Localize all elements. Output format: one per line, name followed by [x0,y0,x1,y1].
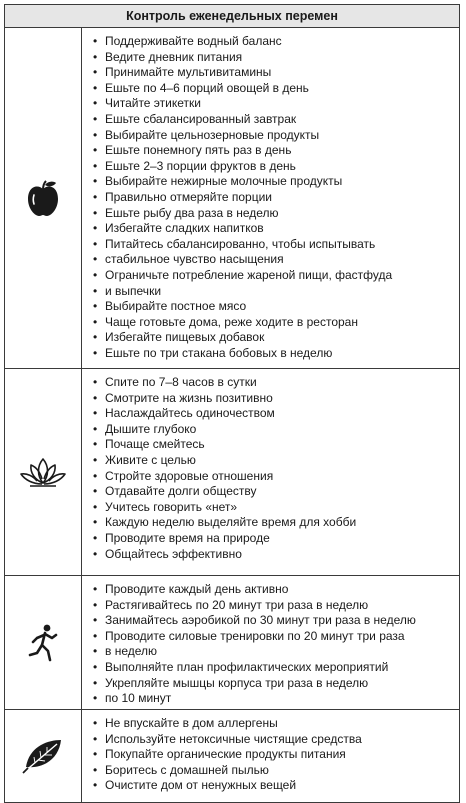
section-nutrition [5,28,459,369]
list-cell [82,710,459,802]
list-item: • Учитесь говорить «нет» [92,500,455,516]
list-item: • Проводите время на природе [92,531,455,547]
list-item: • Ешьте рыбу два раза в неделю [92,206,455,222]
apple-icon [26,179,60,217]
list-item: • Проводите силовые тренировки по 20 минут три раза [92,629,455,645]
list-item: • Боритесь с домашней пылью [92,763,455,779]
list-item: • Принимайте мультивитамины [92,65,455,81]
list-item: • Общайтесь эффективно [92,547,455,563]
list-item: • в неделю [92,644,455,660]
list-item: • по 10 минут [92,691,455,707]
icon-cell [5,576,82,709]
list-item: • Почаще смейтесь [92,437,455,453]
list-item: • Выбирайте нежирные молочные продукты [92,174,455,190]
list-cell [82,28,459,368]
list-item: • Питайтесь сбалансированно, чтобы испытывать [92,237,455,253]
list-item: • Спите по 7–8 часов в сутки [92,375,455,391]
list-item: • Избегайте сладких напитков [92,221,455,237]
list-item: • Проводите каждый день активно [92,582,455,598]
list-item: • и выпечки [92,284,455,300]
list-item: • Ешьте по три стакана бобовых в неделю [92,346,455,362]
list-item: • Выполняйте план профилактических мероприятий [92,660,455,676]
section-environment [5,710,459,802]
table-title: Контроль еженедельных перемен [126,9,338,23]
checklist [92,716,455,794]
list-cell [82,576,459,709]
list-item: • Избегайте пищевых добавок [92,330,455,346]
list-item: • Растягивайтесь по 20 минут три раза в неделю [92,598,455,614]
list-item: • Отдавайте долги обществу [92,484,455,500]
checklist [92,375,455,562]
list-item: • Поддерживайте водный баланс [92,34,455,50]
list-item: • Очистите дом от ненужных вещей [92,778,455,794]
list-item: • Занимайтесь аэробикой по 30 минут три раза в неделю [92,613,455,629]
weekly-changes-table [4,4,460,803]
table-header [5,5,459,28]
list-item: • Ограничьте потребление жареной пищи, фастфуда [92,268,455,284]
list-item: • Дышите глубоко [92,422,455,438]
list-item: • Ешьте 2–3 порции фруктов в день [92,159,455,175]
checklist [92,34,455,361]
list-item: • Ешьте сбалансированный завтрак [92,112,455,128]
list-item: • Ведите дневник питания [92,50,455,66]
list-cell [82,369,459,575]
list-item: • Наслаждайтесь одиночеством [92,406,455,422]
list-item: • Выбирайте цельнозерновые продукты [92,128,455,144]
list-item: • Используйте нетоксичные чистящие средства [92,732,455,748]
list-item: • стабильное чувство насыщения [92,252,455,268]
section-activity [5,576,459,710]
list-item: • Укрепляйте мышцы корпуса три раза в неделю [92,676,455,692]
list-item: • Чаще готовьте дома, реже ходите в ресторан [92,315,455,331]
icon-cell [5,710,82,802]
list-item: • Не впускайте в дом аллергены [92,716,455,732]
running-person-icon [26,623,60,663]
list-item: • Смотрите на жизнь позитивно [92,391,455,407]
list-item: • Покупайте органические продукты питания [92,747,455,763]
list-item: • Живите с целью [92,453,455,469]
list-item: • Правильно отмеряйте порции [92,190,455,206]
checklist [92,582,455,707]
list-item: • Стройте здоровые отношения [92,469,455,485]
icon-cell [5,369,82,575]
list-item: • Каждую неделю выделяйте время для хобби [92,515,455,531]
leaf-icon [21,737,65,775]
lotus-icon [18,455,68,489]
list-item: • Читайте этикетки [92,96,455,112]
section-mind [5,369,459,576]
list-item: • Выбирайте постное мясо [92,299,455,315]
icon-cell [5,28,82,368]
list-item: • Ешьте понемногу пять раз в день [92,143,455,159]
list-item: • Ешьте по 4–6 порций овощей в день [92,81,455,97]
